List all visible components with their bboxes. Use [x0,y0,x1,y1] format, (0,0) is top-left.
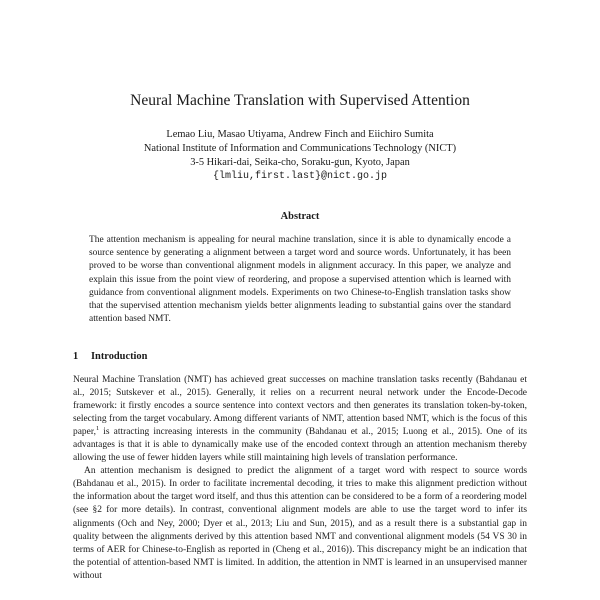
paragraph-text: Neural Machine Translation (NMT) has achieved great successes on machine translation tasks recently (Bahdanau et al., 2015; Sutskever et al., 2015). Generally, it relies on a recurrent neural network under the Encode-Decode framework: it firstly encodes a source sentence into context vectors and then generates its translation token-by-token, selecting from the target vocabulary. Among different variants of NMT, attention based NMT, which is the focus of this paper, [73,375,527,438]
introduction-body [73,374,527,583]
section-number: 1 [73,351,79,362]
footnote-marker[interactable]: 1 [95,425,100,433]
author-email[interactable]: {lmliu,first.last}@nict.go.jp [212,171,388,182]
abstract-heading: Abstract [280,211,320,222]
section-title: Introduction [91,351,148,362]
abstract-text: The attention mechanism is appealing for neural machine translation, since it is able to dynamically encode a source sentence by generating a alignment between a target word and source words. Unfortunately, it has been proved to be worse than conventional alignment models in alignment accuracy. In this paper, we analyze and explain this issue from the point view of reordering, and propose a supervised attention which is learned with guidance from conventional alignment models. Experiments on two Chinese-to-English translation tasks show that the supervised attention mechanism yields better alignments leading to substantial gains over the standard attention based NMT. [89,235,511,325]
author-names: Lemao Liu, Masao Utiyama, Andrew Finch and Eiichiro Sumita [166,129,434,140]
paragraph [73,374,527,465]
section-heading-introduction [73,350,527,363]
paragraph: An attention mechanism is designed to predict the alignment of a target word with respect to source words (Bahdanau et al., 2015). In order to facilitate incremental decoding, it tries to make this alignment prediction without the information about the target word itself, and thus this attention can be considered to be a form of a reordering model (see §2 for more details). In contrast, conventional alignment models are able to use the target word to infer its alignments (Och and Ney, 2000; Dyer et al., 2013; Liu and Sun, 2015), and as a result there is a substantial gap in quality between the alignments derived by this attention based NMT and conventional alignment models (54 VS 30 in terms of AER for Chinese-to-English as reported in (Cheng et al., 2016)). This discrepancy might be an indication that the potential of attention-based NMT is limited. In addition, the attention in NMT is learned in an unsupervised manner without [73,466,527,581]
paper-title: Neural Machine Translation with Supervised Attention [130,92,470,109]
author-affiliation: National Institute of Information and Communications Technology (NICT) [143,143,457,154]
author-address: 3-5 Hikari-dai, Seika-cho, Soraku-gun, Kyoto, Japan [190,157,410,168]
paragraph-text: is attracting increasing interests in the community (Bahdanau et al., 2015; Luong et al., 2015). One of its advantages is that it is able to dynamically make use of the encoded context through an attention mechanism thereby allowing the use of fewer hidden layers while still maintaining high levels of translation performance. [73,427,527,464]
